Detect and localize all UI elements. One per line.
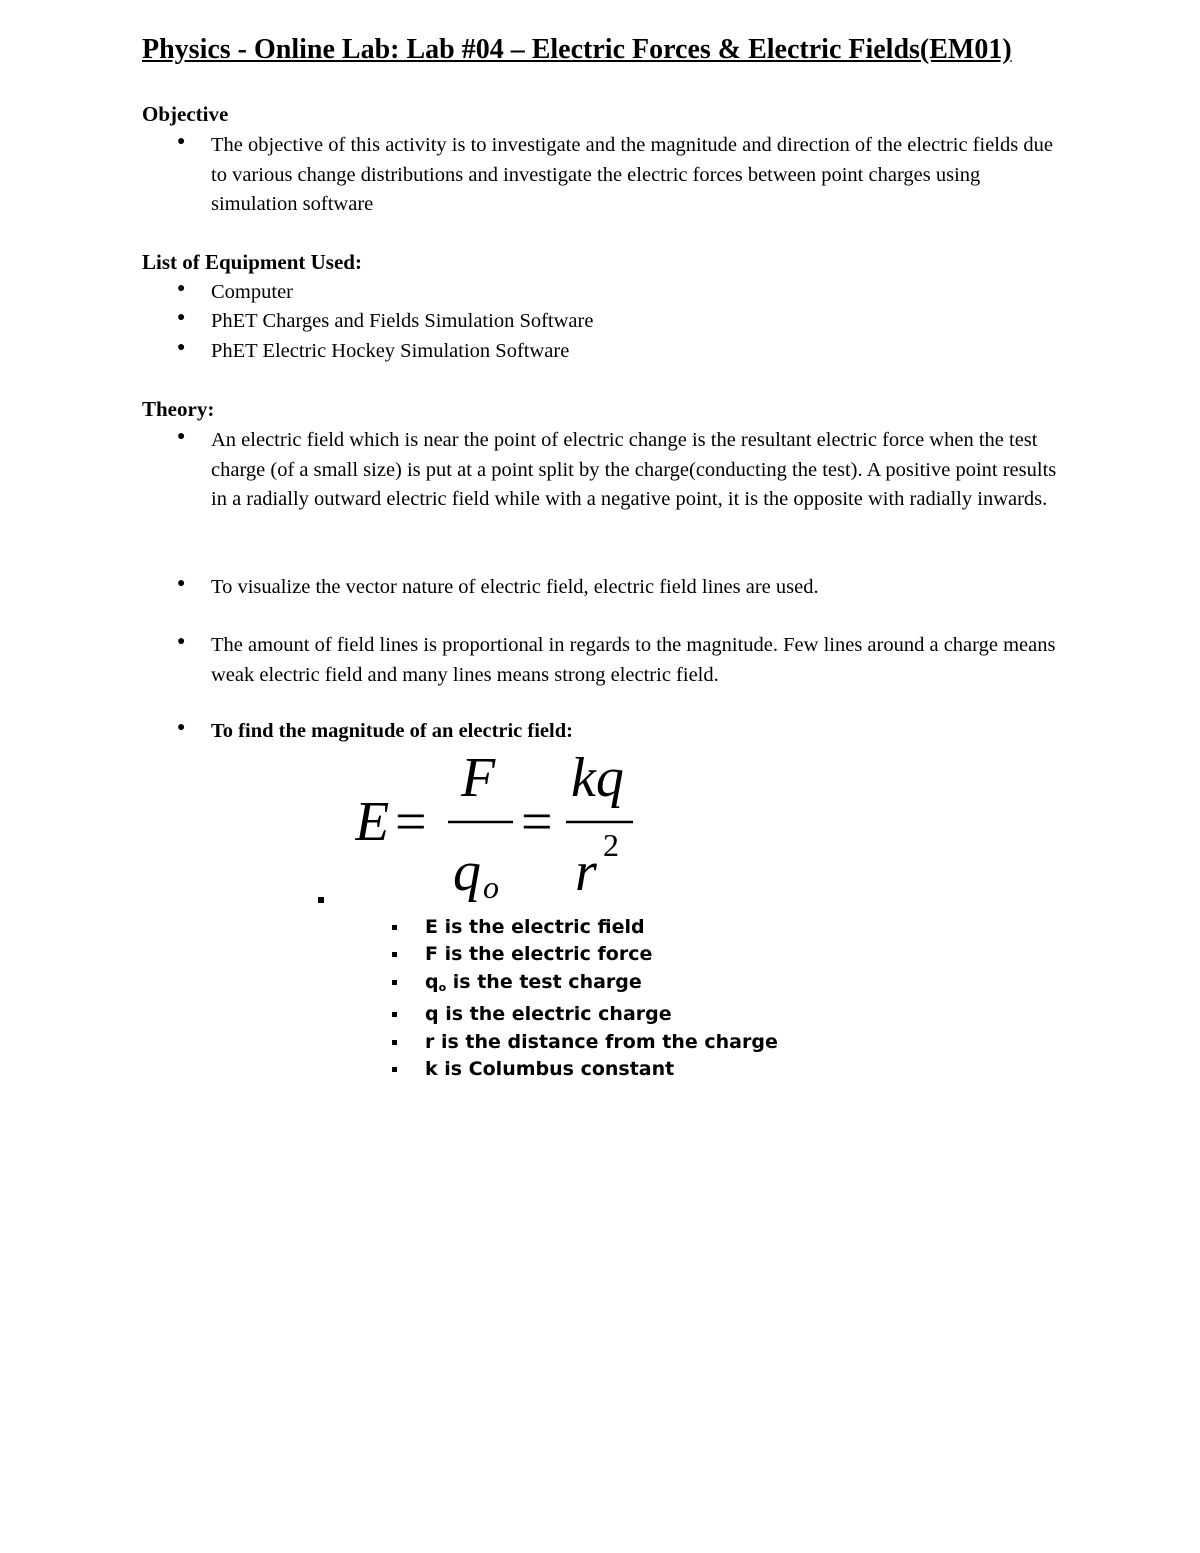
definition-item (425, 969, 778, 1001)
definition-item (425, 914, 778, 941)
equipment-text: Computer (211, 281, 293, 303)
equipment-text: PhET Electric Hockey Simulation Software (211, 340, 570, 362)
definition-subscript: o (438, 980, 447, 994)
formula-exponent: 2 (603, 827, 619, 863)
bullet-icon: ● (177, 576, 186, 591)
theory-bullet (177, 631, 1071, 690)
equipment-text: PhET Charges and Fields Simulation Software (211, 310, 594, 332)
theory-text: The amount of field lines is proportional in regards to the magnitude. Few lines around a charge means weak electric field and many lines means strong electric field. (211, 634, 1056, 686)
definition-list (425, 914, 778, 1083)
electric-field-formula (355, 752, 645, 912)
formula-r: r (575, 841, 597, 903)
definition-item (425, 1029, 778, 1056)
formula-subscript-o: o (483, 869, 499, 905)
bullet-icon: ● (177, 310, 186, 325)
equipment-heading: List of Equipment Used: (142, 250, 362, 274)
formula-q: q (453, 841, 481, 903)
definition-text: F is the electric force (425, 943, 653, 966)
bullet-icon: ● (177, 634, 186, 649)
definition-item (425, 941, 778, 968)
objective-heading: Objective (142, 102, 229, 126)
bullet-square-icon (392, 1040, 397, 1045)
definition-item (425, 1056, 778, 1083)
definition-text: r is the distance from the charge (425, 1030, 778, 1053)
bullet-square-icon (392, 980, 397, 985)
theory-text: To find the magnitude of an electric field: (211, 720, 573, 742)
bullet-icon: ● (177, 429, 186, 444)
theory-text: To visualize the vector nature of electric field, electric field lines are used. (211, 576, 819, 598)
bullet-square-icon (392, 952, 397, 957)
definition-text: q is the electric charge (425, 1003, 672, 1026)
formula-F: F (461, 752, 496, 809)
theory-bullet (177, 426, 1071, 515)
equipment-item (177, 307, 1071, 337)
formula-equals: = (395, 791, 427, 853)
bullet-square-icon (318, 897, 324, 903)
equipment-item (177, 278, 1071, 308)
definition-text: k is Columbus constant (425, 1058, 675, 1081)
bullet-square-icon (392, 1012, 397, 1017)
formula-equals: = (521, 791, 553, 853)
objective-bullet (177, 131, 1071, 220)
theory-text: An electric field which is near the point of electric change is the resultant electric force when the test charge (of a small size) is put at a point split by the charge(conducting the test). A positive point results in a radially outward electric field while with a negative point, it is the opposite with radially inwards. (211, 429, 1057, 510)
page-title: Physics - Online Lab: Lab #04 – Electric Forces & Electric Fields(EM01) (142, 34, 1012, 65)
formula-E: E (355, 791, 390, 853)
theory-bullet (177, 573, 1071, 603)
definition-text: E is the electric field (425, 916, 645, 938)
definition-text: is the test charge (446, 970, 642, 993)
bullet-icon: ● (177, 134, 186, 149)
bullet-icon: ● (177, 281, 186, 296)
bullet-square-icon (392, 925, 397, 930)
theory-heading: Theory: (142, 397, 215, 421)
theory-bullet (177, 717, 1071, 747)
objective-text: The objective of this activity is to investigate and the magnitude and direction of the electric fields due to various change distributions and investigate the electric forces between point charges using simulation software (211, 134, 1053, 215)
definition-item (425, 1001, 778, 1028)
formula-kq: kq (571, 752, 624, 809)
definition-symbol: q (425, 970, 439, 993)
bullet-icon: ● (177, 720, 186, 735)
bullet-square-icon (392, 1067, 397, 1072)
equipment-item (177, 337, 1071, 367)
bullet-icon: ● (177, 340, 186, 355)
